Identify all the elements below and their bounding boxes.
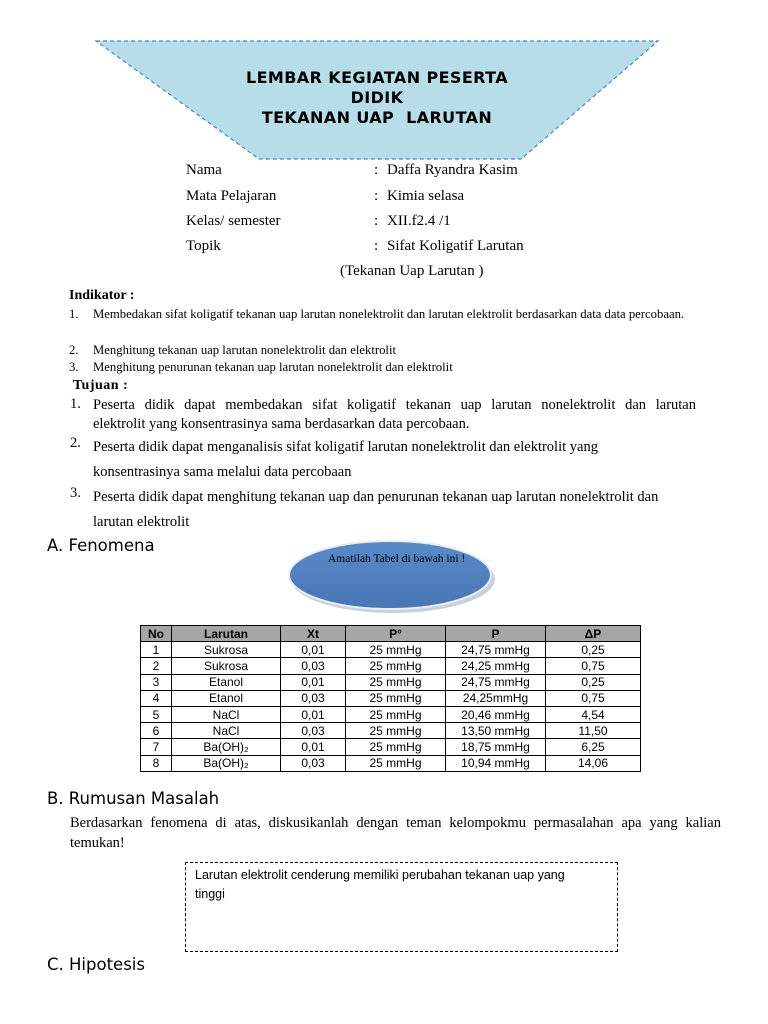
table-cell: 24,25mmHg	[446, 690, 546, 706]
item-number: 1.	[69, 307, 79, 321]
worksheet-title	[180, 68, 574, 128]
identity-separator: :	[374, 188, 379, 204]
table-cell: Ba(OH)₂	[172, 755, 281, 771]
identity-value: Sifat Koligatif Larutan	[387, 238, 524, 254]
table-cell: Etanol	[172, 690, 281, 706]
identity-label: Topik	[186, 238, 221, 254]
table-cell: 0,01	[281, 706, 346, 722]
title-line: DIDIK	[350, 88, 404, 107]
table-cell: 11,50	[546, 723, 641, 739]
table-cell: 14,06	[546, 755, 641, 771]
item-text-line: larutan elektrolit	[93, 514, 190, 530]
table-cell: NaCl	[172, 723, 281, 739]
table-cell: 6,25	[546, 739, 641, 755]
section-heading-rumusan: B. Rumusan Masalah	[47, 789, 220, 808]
rumusan-prompt: Berdasarkan fenomena di atas, diskusikanlah dengan teman kelompokmu permasalahan apa yang kalian temukan!	[70, 815, 721, 851]
table-cell: 25 mmHg	[346, 658, 446, 674]
item-text-line: Peserta didik dapat menghitung tekanan uap dan penurunan tekanan uap larutan nonelektrolit dan	[93, 489, 659, 505]
table-cell: Sukrosa	[172, 658, 281, 674]
table-cell: 5	[141, 706, 172, 722]
identity-label: Kelas/ semester	[186, 213, 281, 229]
table-cell: 0,03	[281, 755, 346, 771]
section-heading-fenomena: A. Fenomena	[47, 536, 155, 555]
identity-separator: :	[374, 162, 379, 178]
item-number: 2.	[70, 435, 81, 451]
table-body	[141, 642, 641, 772]
item-number: 3.	[69, 360, 79, 374]
item-text-line: konsentrasinya sama melalui data percobaan	[93, 464, 352, 480]
table-cell: 0,01	[281, 674, 346, 690]
table-cell: 8	[141, 755, 172, 771]
title-line: LEMBAR KEGIATAN PESERTA	[245, 68, 509, 87]
table-cell: 4,54	[546, 706, 641, 722]
table-row	[141, 658, 641, 674]
table-cell: 6	[141, 723, 172, 739]
identity-label: Mata Pelajaran	[186, 188, 277, 204]
table-header-row	[141, 626, 641, 642]
table-cell: 0,01	[281, 739, 346, 755]
table-cell: 25 mmHg	[346, 739, 446, 755]
table-cell: 0,25	[546, 642, 641, 658]
column-header: No	[141, 626, 172, 642]
item-text-line: Peserta didik dapat membedakan sifat koligatif tekanan uap larutan nonelektrolit dan larutan	[93, 397, 696, 413]
item-number: 2.	[69, 343, 79, 357]
table-row	[141, 739, 641, 755]
table-cell: 18,75 mmHg	[446, 739, 546, 755]
identity-value: Daffa Ryandra Kasim	[387, 162, 518, 178]
table-cell: 0,03	[281, 690, 346, 706]
topic-subtitle: (Tekanan Uap Larutan )	[340, 263, 484, 279]
item-text: Menghitung penurunan tekanan uap larutan nonelektrolit dan elektrolit	[93, 360, 453, 374]
table-cell: 24,75 mmHg	[446, 674, 546, 690]
table-cell: NaCl	[172, 706, 281, 722]
table-cell: 0,01	[281, 642, 346, 658]
table-cell: 24,25 mmHg	[446, 658, 546, 674]
table-cell: 25 mmHg	[346, 690, 446, 706]
callout-oval	[286, 536, 500, 616]
column-header: ΔP	[546, 626, 641, 642]
table-cell: 13,50 mmHg	[446, 723, 546, 739]
item-number: 1.	[70, 396, 81, 412]
table-cell: 0,25	[546, 674, 641, 690]
table-cell: Ba(OH)₂	[172, 739, 281, 755]
indikator-heading: Indikator :	[69, 288, 135, 303]
table-cell: 3	[141, 674, 172, 690]
table-cell: 20,46 mmHg	[446, 706, 546, 722]
table-cell: 25 mmHg	[346, 755, 446, 771]
table-cell: 25 mmHg	[346, 674, 446, 690]
table-row	[141, 642, 641, 658]
table-cell: 0,75	[546, 658, 641, 674]
table-cell: 25 mmHg	[346, 642, 446, 658]
callout-text: Amatilah Tabel di bawah ini !	[328, 553, 466, 565]
identity-label: Nama	[186, 162, 222, 178]
table-cell: 0,75	[546, 690, 641, 706]
tujuan-heading: Tujuan :	[73, 378, 129, 393]
table-row	[141, 755, 641, 771]
column-header: P	[446, 626, 546, 642]
item-text: Membedakan sifat koligatif tekanan uap larutan nonelektrolit dan larutan elektrolit berdasarkan data data percobaan.	[93, 307, 685, 321]
table-cell: Etanol	[172, 674, 281, 690]
table-cell: 1	[141, 642, 172, 658]
table-cell: 25 mmHg	[346, 706, 446, 722]
title-line: TEKANAN UAP LARUTAN	[261, 108, 493, 127]
identity-value: Kimia selasa	[387, 188, 465, 204]
item-text-line: Peserta didik dapat menganalisis sifat koligatif larutan nonelektrolit dan elektrolit yang	[93, 439, 598, 455]
table-row	[141, 690, 641, 706]
table-cell: 2	[141, 658, 172, 674]
table-cell: 0,03	[281, 658, 346, 674]
item-number: 3.	[70, 485, 81, 501]
table-cell: 0,03	[281, 723, 346, 739]
table-cell: 4	[141, 690, 172, 706]
identity-value: XII.f2.4 /1	[387, 213, 451, 229]
column-header: Larutan	[172, 626, 281, 642]
table-cell: 7	[141, 739, 172, 755]
table-cell: 24,75 mmHg	[446, 642, 546, 658]
table-row	[141, 723, 641, 739]
item-text: Menghitung tekanan uap larutan nonelektrolit dan elektrolit	[93, 343, 397, 357]
identity-separator: :	[374, 238, 379, 254]
column-header: Xt	[281, 626, 346, 642]
column-header: P°	[346, 626, 446, 642]
vapor-pressure-table	[140, 625, 641, 772]
table-cell: 25 mmHg	[346, 723, 446, 739]
table-row	[141, 706, 641, 722]
table-row	[141, 674, 641, 690]
answer-text: Larutan elektrolit cenderung memiliki perubahan tekanan uap yang tinggi	[195, 868, 565, 901]
section-heading-hipotesis: C. Hipotesis	[47, 955, 145, 974]
item-text-line: elektrolit yang konsentrasinya sama berdasarkan data percobaan.	[93, 416, 470, 432]
table-cell: 10,94 mmHg	[446, 755, 546, 771]
table-cell: Sukrosa	[172, 642, 281, 658]
identity-separator: :	[374, 213, 379, 229]
